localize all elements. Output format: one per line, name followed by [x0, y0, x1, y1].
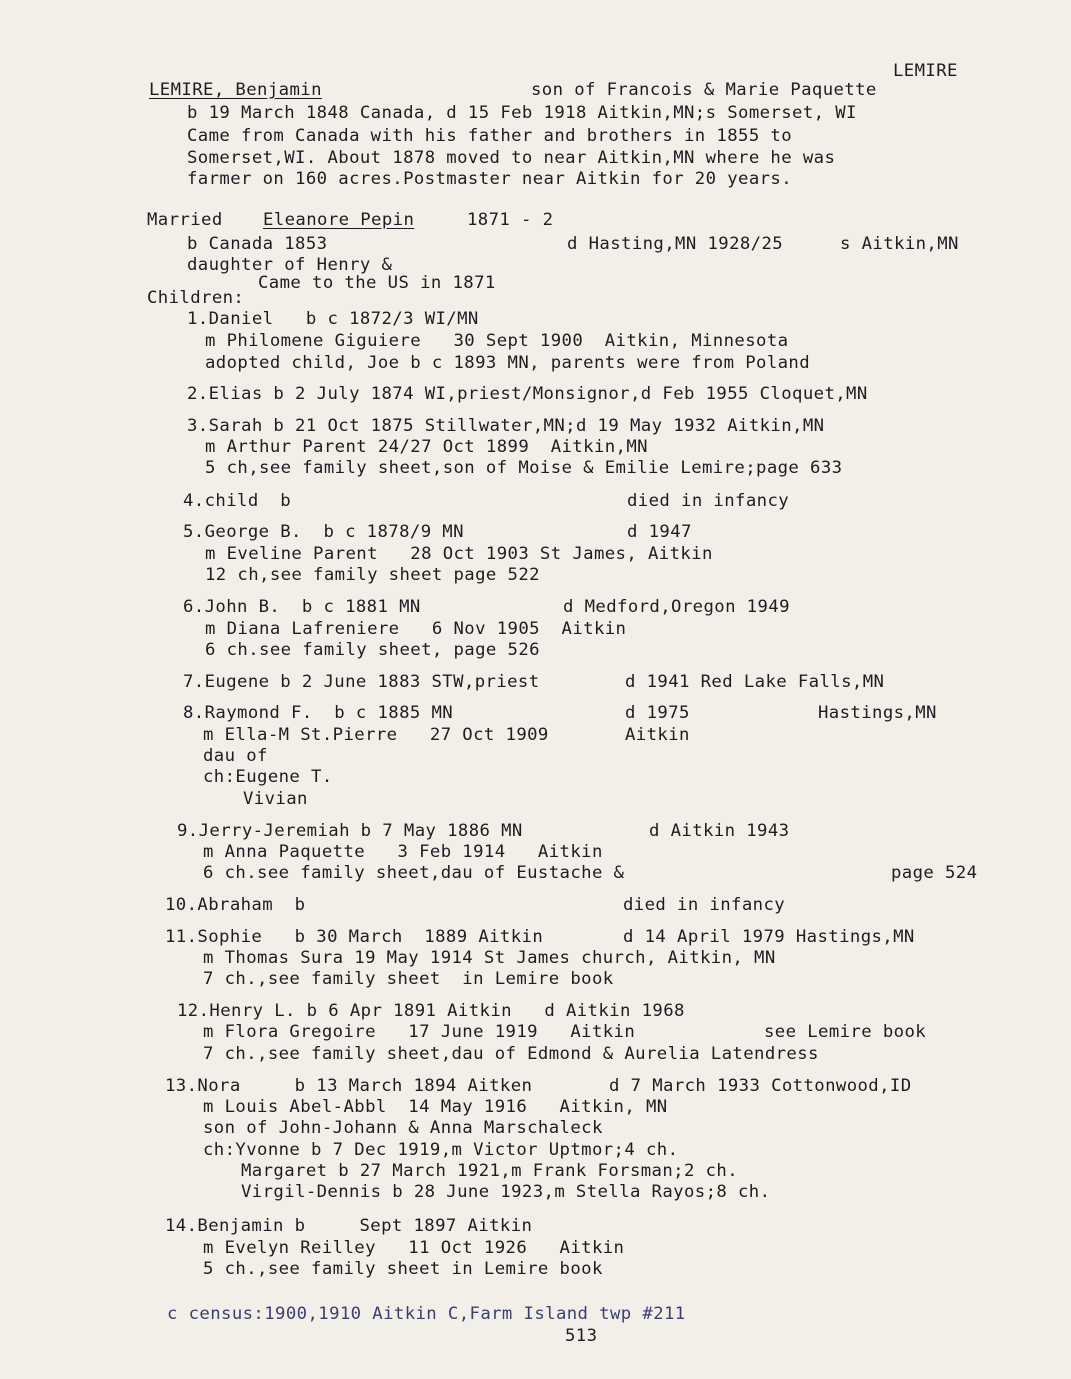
child-entry: 4.child b [183, 491, 292, 511]
child-entry: 7.Eugene b 2 June 1883 STW,priest [183, 672, 540, 692]
child-detail: adopted child, Joe b c 1893 MN, parents were from Poland [205, 353, 811, 373]
child-detail: m Philomene Giguiere 30 Sept 1900 Aitkin, Minnesota [205, 331, 789, 351]
child-entry: 6.John B. b c 1881 MN [183, 597, 421, 617]
spouse-death: d Hasting,MN 1928/25 [567, 234, 784, 254]
bio-line: Came from Canada with his father and brothers in 1855 to [187, 126, 793, 146]
spouse-burial: s Aitkin,MN [840, 234, 959, 254]
bio-line: b 19 March 1848 Canada, d 15 Feb 1918 Aitkin,MN;s Somerset, WI [187, 103, 857, 123]
child-detail: son of John-Johann & Anna Marschaleck [203, 1118, 603, 1138]
married-label: Married [147, 210, 223, 230]
marriage-date: 1871 - 2 [467, 210, 554, 230]
spouse-immigration: Came to the US in 1871 [258, 273, 496, 293]
child-detail: 6 ch.see family sheet, page 526 [205, 640, 540, 660]
child-detail: m Diana Lafreniere 6 Nov 1905 Aitkin [205, 619, 627, 639]
child-detail: 12 ch,see family sheet page 522 [205, 565, 540, 585]
page-number: 513 [565, 1326, 598, 1346]
child-detail: dau of [203, 746, 268, 766]
child-death: d Aitkin 1943 [649, 821, 790, 841]
child-death: d 7 March 1933 Cottonwood,ID [609, 1076, 912, 1096]
child-entry: 3.Sarah b 21 Oct 1875 Stillwater,MN;d 19 May 1932 Aitkin,MN [187, 416, 825, 436]
child-entry: 2.Elias b 2 July 1874 WI,priest/Monsignor,d Feb 1955 Cloquet,MN [187, 384, 868, 404]
child-detail: 5 ch.,see family sheet in Lemire book [203, 1259, 603, 1279]
child-death: d Medford,Oregon 1949 [563, 597, 790, 617]
census-line: c census:1900,1910 Aitkin C,Farm Island twp #211 [167, 1304, 686, 1324]
page-reference: page 524 [891, 863, 978, 883]
child-detail: m Flora Gregoire 17 June 1919 Aitkin [203, 1022, 636, 1042]
subject-parents: son of Francois & Marie Paquette [531, 80, 877, 100]
child-entry: 11.Sophie b 30 March 1889 Aitkin [165, 927, 544, 947]
child-entry: 10.Abraham b [165, 895, 306, 915]
child-detail: m Louis Abel-Abbl 14 May 1916 Aitkin, MN [203, 1097, 668, 1117]
child-detail: Vivian [243, 789, 308, 809]
child-detail: see Lemire book [764, 1022, 927, 1042]
child-death: died in infancy [623, 895, 786, 915]
spouse-name: Eleanore Pepin [263, 210, 415, 230]
surname-tag: LEMIRE [893, 61, 958, 81]
child-detail: m Eveline Parent 28 Oct 1903 St James, Aitkin [205, 544, 713, 564]
child-entry: 1.Daniel b c 1872/3 WI/MN [187, 309, 479, 329]
child-entry: 12.Henry L. b 6 Apr 1891 Aitkin d Aitkin 1968 [177, 1001, 685, 1021]
children-label: Children: [147, 288, 245, 308]
child-entry: 5.George B. b c 1878/9 MN [183, 522, 464, 542]
spouse-birth: b Canada 1853 [187, 234, 328, 254]
bio-line: Somerset,WI. About 1878 moved to near Aitkin,MN where he was [187, 148, 836, 168]
child-detail: Margaret b 27 March 1921,m Frank Forsman;2 ch. [241, 1161, 738, 1181]
child-death: d 14 April 1979 Hastings,MN [623, 927, 915, 947]
child-death: d 1975 [625, 703, 690, 723]
child-death: d 1941 Red Lake Falls,MN [625, 672, 885, 692]
child-detail: m Anna Paquette 3 Feb 1914 Aitkin [203, 842, 603, 862]
child-detail: 7 ch.,see family sheet,dau of Edmond & Aurelia Latendress [203, 1044, 819, 1064]
child-detail: 5 ch,see family sheet,son of Moise & Emilie Lemire;page 633 [205, 458, 843, 478]
child-burial: Hastings,MN [818, 703, 937, 723]
subject-name: LEMIRE, Benjamin [149, 80, 322, 100]
child-death: d 1947 [627, 522, 692, 542]
child-death: died in infancy [627, 491, 790, 511]
child-detail: m Thomas Sura 19 May 1914 St James church, Aitkin, MN [203, 948, 776, 968]
child-detail: m Evelyn Reilley 11 Oct 1926 Aitkin [203, 1238, 625, 1258]
child-entry: 14.Benjamin b Sept 1897 Aitkin [165, 1216, 533, 1236]
child-entry: 8.Raymond F. b c 1885 MN [183, 703, 454, 723]
bio-line: farmer on 160 acres.Postmaster near Aitkin for 20 years. [187, 169, 793, 189]
child-entry: 13.Nora b 13 March 1894 Aitken [165, 1076, 533, 1096]
child-detail: ch:Eugene T. [203, 767, 333, 787]
spouse-parents: daughter of Henry & [187, 255, 393, 275]
child-detail: Aitkin [625, 725, 690, 745]
child-detail: m Arthur Parent 24/27 Oct 1899 Aitkin,MN [205, 437, 648, 457]
child-entry: 9.Jerry-Jeremiah b 7 May 1886 MN [177, 821, 523, 841]
child-detail: 7 ch.,see family sheet in Lemire book [203, 969, 614, 989]
child-detail: m Ella-M St.Pierre 27 Oct 1909 [203, 725, 549, 745]
child-detail: ch:Yvonne b 7 Dec 1919,m Victor Uptmor;4 ch. [203, 1140, 679, 1160]
child-detail: 6 ch.see family sheet,dau of Eustache & [203, 863, 625, 883]
child-detail: Virgil-Dennis b 28 June 1923,m Stella Rayos;8 ch. [241, 1182, 771, 1202]
